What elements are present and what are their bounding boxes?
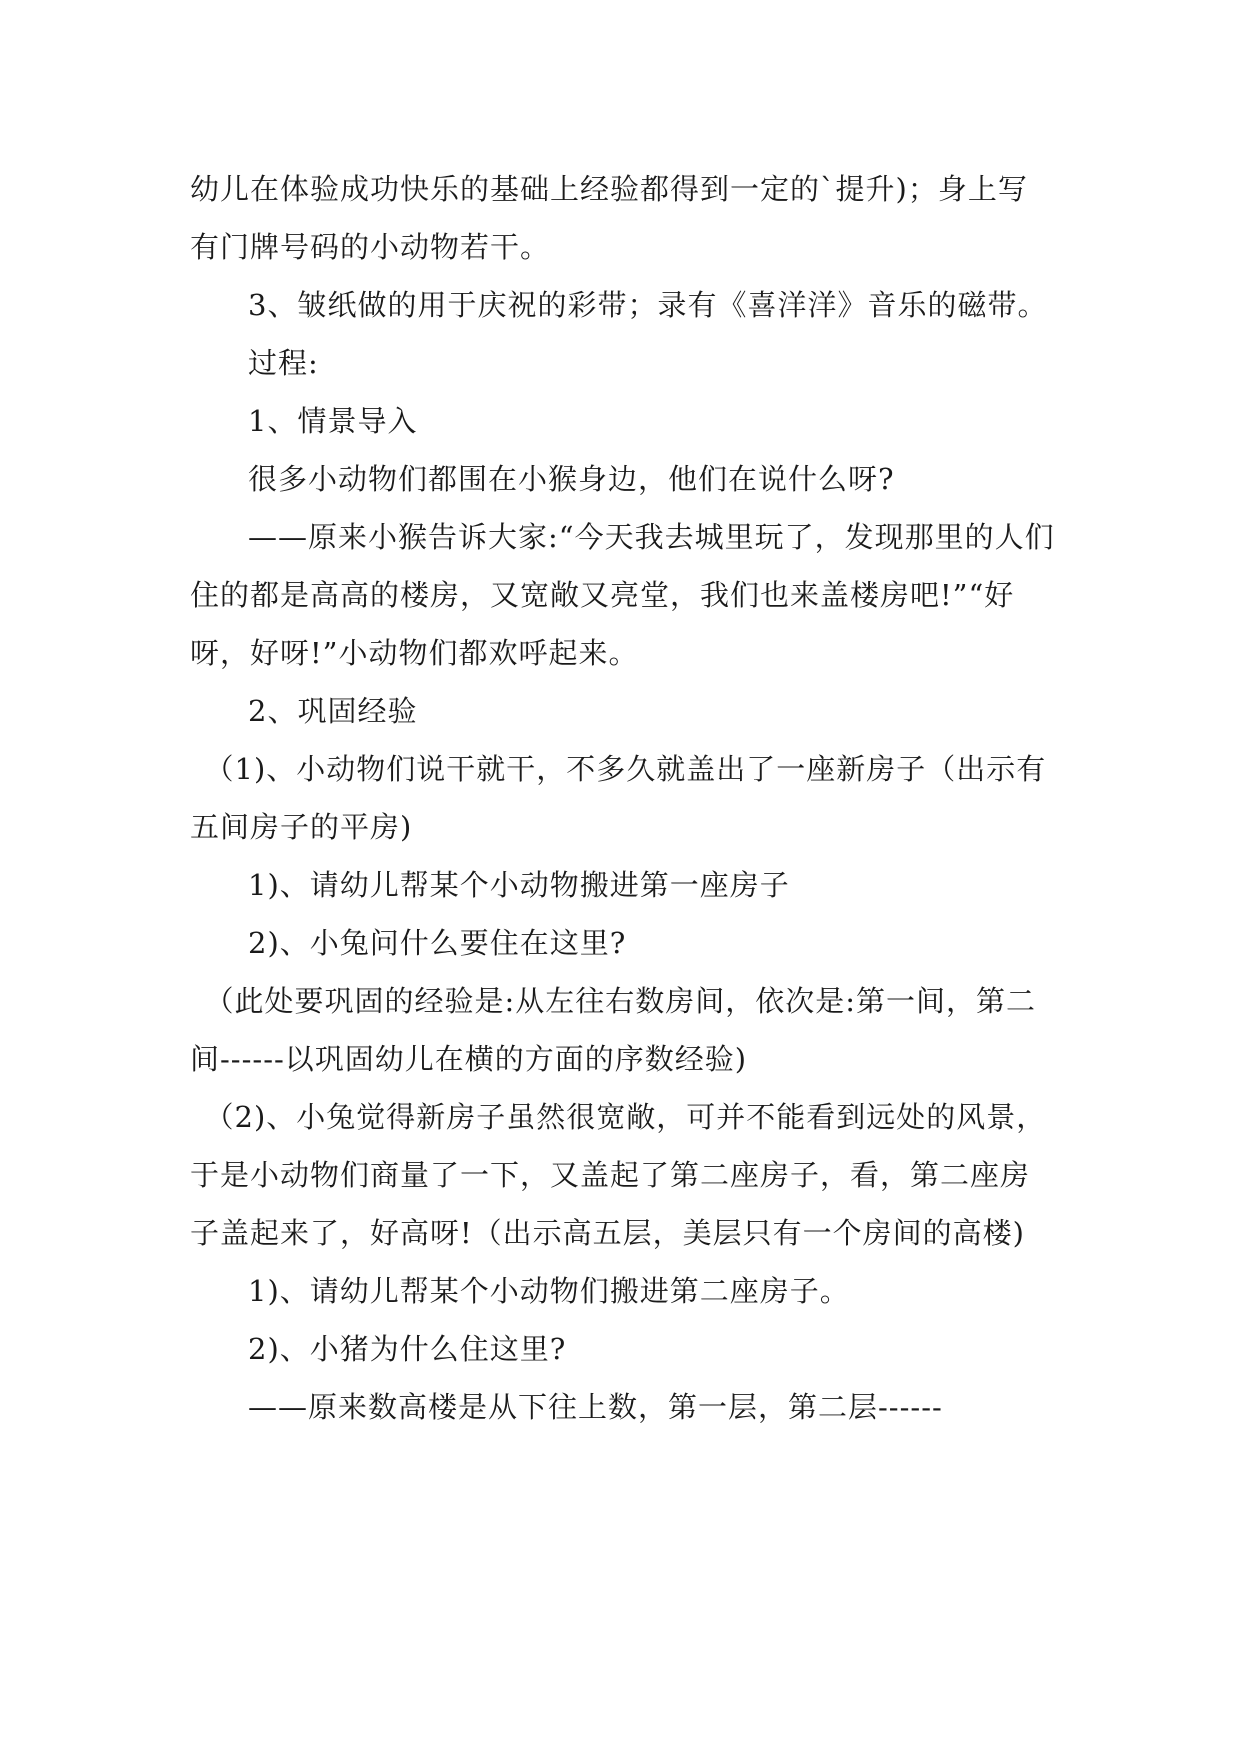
paragraph: ——原来数高楼是从下往上数，第一层，第二层------ [248,1390,943,1424]
paragraph: （1)、小动物们说干就干，不多久就盖出了一座新房子（出示有五间房子的平房) [190,752,1047,844]
paragraph: （此处要巩固的经验是:从左往右数房间，依次是:第一间，第二间------以巩固幼儿在横的方面的序数经验) [190,984,1037,1076]
paragraph: 1)、请幼儿帮某个小动物搬进第一座房子 [248,868,790,902]
paragraph: 2)、小兔问什么要住在这里? [248,926,627,960]
paragraph: （2)、小兔觉得新房子虽然很宽敞，可并不能看到远处的风景，于是小动物们商量了一下，又盖起了第二座房子，看，第二座房子盖起来了，好高呀!（出示高五层，美层只有一个房间的高楼) [190,1100,1047,1250]
section-heading: 1、情景导入 [248,404,418,438]
paragraph: 3、皱纸做的用于庆祝的彩带；录有《喜洋洋》音乐的磁带。 [248,288,1048,322]
paragraph: 幼儿在体验成功快乐的基础上经验都得到一定的`提升)；身上写有门牌号码的小动物若干。 [190,172,1028,264]
section-heading: 2、巩固经验 [248,694,418,728]
paragraph: 1)、请幼儿帮某个小动物们搬进第二座房子。 [248,1274,850,1308]
paragraph: ——原来小猴告诉大家:“今天我去城里玩了，发现那里的人们住的都是高高的楼房，又宽敞又亮堂，我们也来盖楼房吧!”“好呀，好呀!”小动物们都欢呼起来。 [190,520,1055,670]
paragraph: 很多小动物们都围在小猴身边，他们在说什么呀? [248,462,895,496]
paragraph: 2)、小猪为什么住这里? [248,1332,567,1366]
document-body [190,160,1055,1436]
section-heading: 过程: [248,346,319,380]
